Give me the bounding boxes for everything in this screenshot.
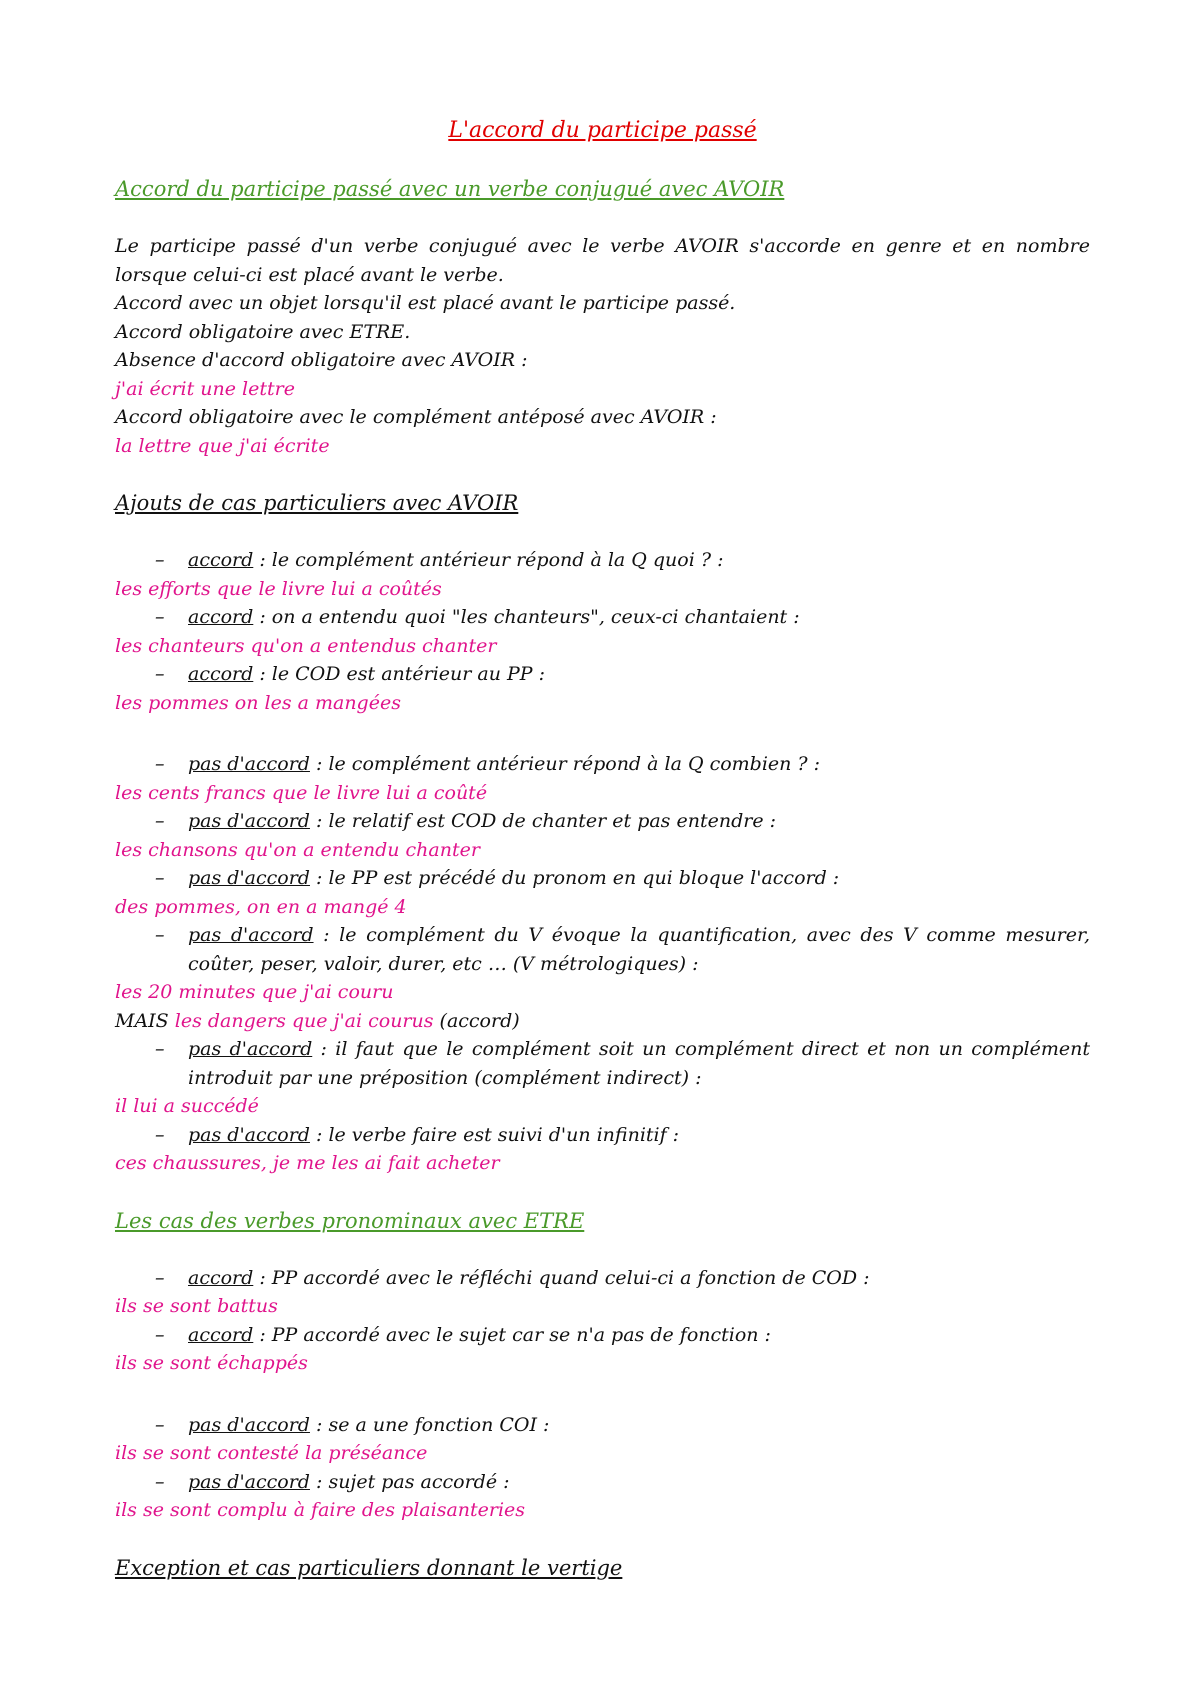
item-text: : le complément antérieur répond à la Q combien ? : [309,753,821,775]
mais-example: les dangers que j'ai courus [174,1009,434,1032]
spacer [115,146,1090,174]
section-heading-exception: Exception et cas particuliers donnant le vertige [115,1555,623,1580]
item-tag: accord [188,549,254,571]
example-line: les chansons qu'on a entendu chanter [115,838,480,861]
list-item [115,1035,1090,1092]
example-line: les chanteurs qu'on a entendus chanter [115,634,497,657]
item-tag: pas d'accord [188,1038,313,1060]
list-item [115,1121,1090,1150]
example-line: les cents francs que le livre lui a coûté [115,781,488,804]
dash-bullet: – [155,663,165,685]
item-text: : le complément antérieur répond à la Q quoi ? : [253,549,724,571]
rule-line: Accord obligatoire avec ETRE. [115,320,411,343]
dash-bullet: – [155,753,165,775]
item-text: : sujet pas accordé : [309,1470,510,1493]
example-line: j'ai écrit une lettre [115,377,295,400]
spacer [115,1236,1090,1264]
rule-line: Absence d'accord obligatoire avec AVOIR : [115,349,528,371]
item-text: : on a entendu quoi "les chanteurs", ceux-ci chantaient : [253,606,800,628]
dash-bullet: – [155,810,165,832]
list-item [115,921,1090,978]
example-line: les pommes on les a mangées [115,691,401,714]
dash-bullet: – [155,1123,165,1146]
list-item [115,1411,1090,1440]
spacer [115,204,1090,232]
section-heading-avoir: Accord du participe passé avec un verbe conjugué avec AVOIR [115,177,785,201]
item-text: : se a une fonction COI : [309,1413,550,1436]
spacer [115,1178,1090,1206]
item-text: : PP accordé avec le réfléchi quand celui-ci a fonction de COD : [253,1266,870,1289]
spacer [115,1525,1090,1553]
item-tag: accord [188,606,254,628]
list-item [115,864,1090,893]
dash-bullet: – [155,1323,165,1346]
item-text: : il faut que le complément soit un complément direct et non un complément introduit par une préposition (complément indirect) : [188,1038,1090,1089]
item-tag: pas d'accord [188,1470,310,1493]
example-line: des pommes, on en a mangé 4 [115,895,407,918]
example-line: ces chaussures, je me les ai fait acheter [115,1152,500,1174]
item-tag: pas d'accord [188,810,310,832]
intro-paragraph: Le participe passé d'un verbe conjugué avec le verbe AVOIR s'accorde en genre et en nombre lorsque celui-ci est placé avant le verbe. [115,235,1090,286]
item-text: : PP accordé avec le sujet car se n'a pas de fonction : [253,1323,771,1346]
spacer [115,460,1090,488]
mais-prefix: MAIS [115,1009,175,1032]
list-item [115,546,1090,575]
list-item [115,1321,1090,1350]
mais-line [115,1007,1090,1036]
section-heading-ajouts: Ajouts de cas particuliers avec AVOIR [115,491,519,515]
item-tag: accord [188,663,254,685]
example-line: ils se sont échappés [115,1352,308,1374]
item-tag: pas d'accord [188,1123,310,1146]
spacer [115,518,1090,546]
item-tag: pas d'accord [188,924,314,946]
list-item [115,603,1090,632]
item-text: : le verbe faire est suivi d'un infinitif : [309,1123,680,1146]
list-item [115,807,1090,836]
item-tag: pas d'accord [188,753,310,775]
section-heading-pronominaux: Les cas des verbes pronominaux avec ETRE [115,1208,585,1233]
example-line: ils se sont complu à faire des plaisanteries [115,1499,526,1521]
item-text: : le complément du V évoque la quantification, avec des V comme mesurer, coûter, peser, valoir, durer, etc … (V métrologiques) : [188,924,1090,975]
item-text: : le PP est précédé du pronom en qui bloque l'accord : [309,867,840,889]
mais-suffix: (accord) [433,1009,520,1032]
rule-line: Accord avec un objet lorsqu'il est placé avant le participe passé. [115,292,736,314]
rule-line: Accord obligatoire avec le complément antéposé avec AVOIR : [115,406,717,428]
dash-bullet: – [155,1470,165,1493]
item-tag: pas d'accord [188,1413,310,1436]
dash-bullet: – [155,1413,165,1436]
example-line: il lui a succédé [115,1095,259,1117]
list-item [115,1264,1090,1293]
list-item [115,660,1090,689]
item-tag: accord [188,1266,254,1289]
dash-bullet: – [155,867,165,889]
document-page [115,110,1090,1583]
dash-bullet: – [155,549,165,571]
page-title: L'accord du participe passé [448,118,757,143]
dash-bullet: – [155,1038,165,1060]
item-tag: accord [188,1323,254,1346]
dash-bullet: – [155,1266,165,1289]
example-line: la lettre que j'ai écrite [115,434,330,457]
example-line: les 20 minutes que j'ai couru [115,981,394,1003]
example-line: ils se sont contesté la préséance [115,1442,428,1464]
example-line: les efforts que le livre lui a coûtés [115,577,442,600]
example-line: ils se sont battus [115,1295,278,1317]
item-tag: pas d'accord [188,867,310,889]
item-text: : le relatif est COD de chanter et pas entendre : [309,810,776,832]
dash-bullet: – [155,924,165,946]
list-item [115,1468,1090,1497]
list-item [115,750,1090,779]
item-text: : le COD est antérieur au PP : [253,663,546,685]
dash-bullet: – [155,606,165,628]
